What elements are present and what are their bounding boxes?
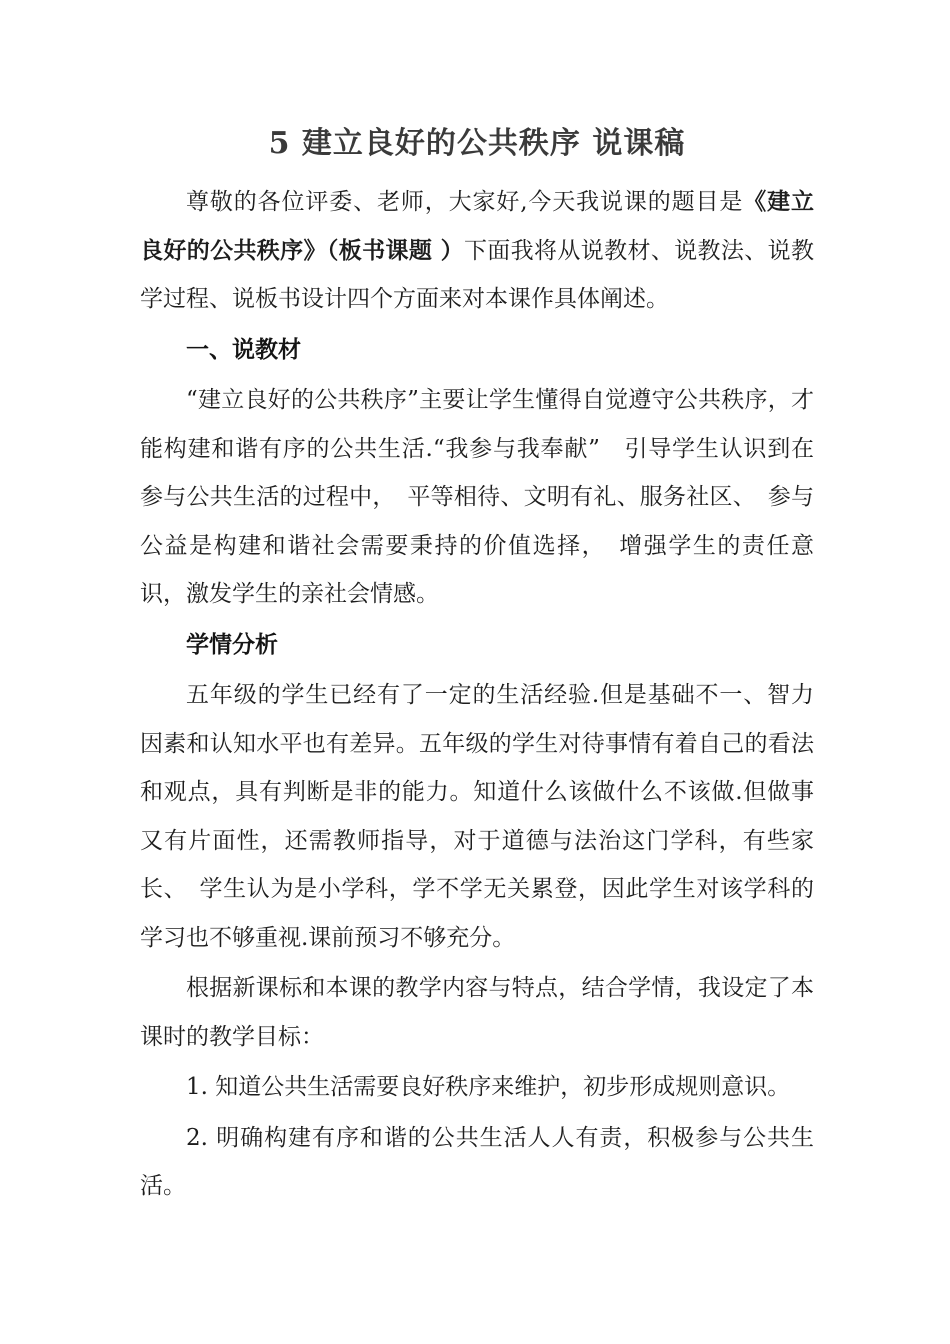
teaching-goal-item-1: 1. 知道公共生活需要良好秩序来维护，初步形成规则意识。 [186,1074,791,1100]
intro-text-pre: 尊敬的各位评委、老师，大家好,今天我说课的题目是 [186,189,744,215]
intro-paragraph [140,178,814,324]
section-heading-learner-analysis: 学情分析 [186,630,278,658]
section-heading-teaching-material: 一、说教材 [186,335,301,363]
teaching-material-paragraph: “建立良好的公共秩序”主要让学生懂得自觉遵守公共秩序，才能构建和谐有序的公共生活.“我参与我奉献” 引导学生认识到在参与公共生活的过程中， 平等相待、文明有礼、服务社区、 参与公益是构建和谐社会需要秉持的价值选择， 增强学生的责任意识，激发学生的亲社会情感。 [140,387,814,607]
learner-analysis-paragraph: 五年级的学生已经有了一定的生活经验.但是基础不一、智力因素和认知水平也有差异。五年级的学生对待事情有着自己的看法和观点，具有判断是非的能力。知道什么该做什么不该做.但做事又有片面性，还需教师指导，对于道德与法治这门学科，有些家长、 学生认为是小学科，学不学无关累登，因此学生对该学科的学习也不够重视.课前预习不够充分。 [140,682,814,951]
intro-text-post: 下面我将从说教材、说教法、说教学过程、说板书设计四个方面来对本课作具体阐述。 [140,237,814,312]
document-title: 5 建立良好的公共秩序 说课稿 [268,126,686,161]
teaching-goal-item-2: 2. 明确构建有序和谐的公共生活人人有责，积极参与公共生活。 [140,1124,814,1199]
teaching-goals-intro-paragraph: 根据新课标和本课的教学内容与特点，结合学情，我设定了本课时的教学目标： [140,975,814,1050]
intro-text-bold-course-title: 《建立良好的公共秩序》（板书课题 ） [140,188,815,264]
